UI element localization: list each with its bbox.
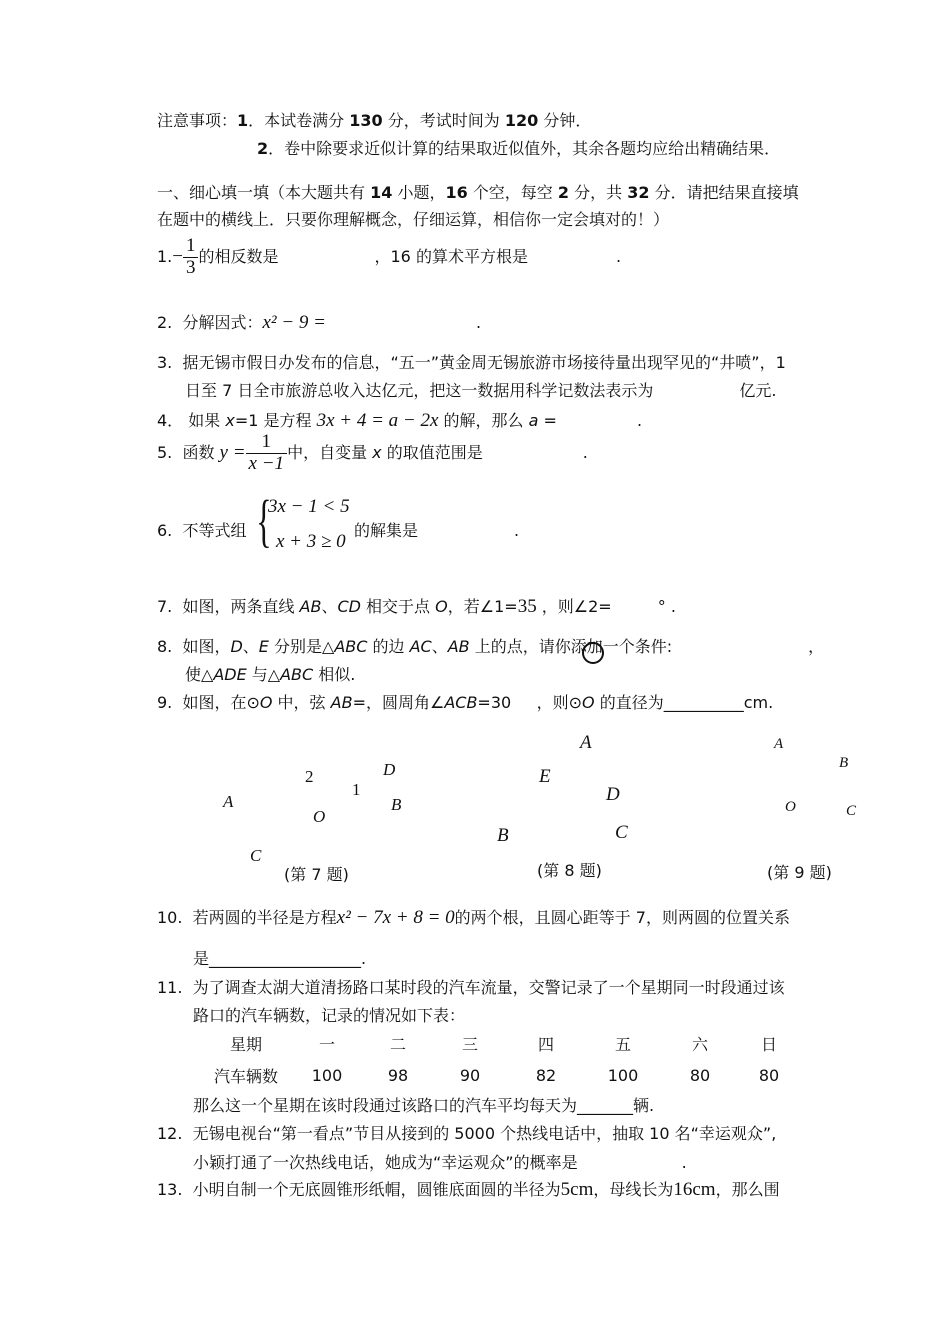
question-4: 4． 如果 x=1 是方程 3x + 4 = a − 2x 的解，那么 a = . [157, 410, 643, 431]
fig8-caption: (第 8 题) [537, 861, 602, 880]
table-cell: 三 [461, 1035, 478, 1054]
table-cell: 82 [535, 1065, 557, 1085]
fig7-label-a: A [223, 792, 234, 811]
question-3-line-1: 3. 据无锡市假日办发布的信息，“五一”黄金周无锡旅游市场接待量出现罕见的“井喷”，1 [157, 353, 786, 372]
question-9: 9. 如图，在⊙O 中，弦 AB=，圆周角∠ACB=30 ，则⊙O 的直径为__________cm. [157, 693, 774, 712]
notice-line-2: 2．卷中除要求近似计算的结果取近似值外，其余各题均应给出精确结果． [257, 139, 781, 158]
table-cell: 日 [760, 1035, 777, 1054]
question-2: 2. 分解因式：x² − 9 = . [157, 312, 482, 333]
question-5: 5. 函数 y = $\frac{1}{x -1}$ 中，自变量 x 的取值范围是 . [157, 431, 588, 474]
inequality-2: x + 3 ≥ 0 [276, 531, 346, 552]
fig7-label-c: C [250, 846, 262, 865]
question-8-line-2: 使△ADE 与△ABC 相似. [185, 665, 356, 684]
table-cell: 一 [318, 1035, 335, 1054]
table-cell: 100 [607, 1065, 639, 1085]
notice-line-1: 注意事项：1．本试卷满分 130 分，考试时间为 120 分钟． [157, 111, 592, 130]
fig7-label-b: B [391, 795, 402, 814]
answer-blank[interactable]: _______ [577, 1096, 634, 1115]
question-10-line-2: 是___________________. [193, 949, 367, 968]
notice-label: 注意事项： [157, 111, 238, 130]
question-1: 1.− $\frac{1}{3}$ 的相反数是 ，16 的算术平方根是 . [157, 235, 622, 278]
fig7-label-1: 1 [352, 780, 361, 799]
fig9-caption: (第 9 题) [767, 863, 832, 882]
question-3-line-2: 日至 7 日全市旅游总收入达亿元，把这一数据用科学记数法表示为 亿元. [185, 381, 777, 400]
fig7-label-d: D [383, 760, 396, 779]
inequality-1: 3x − 1 < 5 [268, 496, 350, 517]
fig8-label-e: E [539, 766, 551, 787]
table-cell: 四 [537, 1035, 554, 1054]
table-row [203, 1055, 801, 1087]
fig8-label-a: A [580, 732, 592, 753]
fig8-label-c: C [615, 822, 628, 843]
question-6-prefix: 6. 不等式组 [157, 521, 247, 540]
table-cell: 星期 [229, 1035, 262, 1054]
section-heading-line-2: 在题中的横线上．只要你理解概念，仔细运算，相信你一定会填对的！） [157, 210, 670, 229]
table-cell: 98 [387, 1065, 409, 1085]
question-12-line-2: 小颖打通了一次热线电话，她成为“幸运观众”的概率是 . [193, 1153, 687, 1172]
table-cell: 六 [691, 1035, 708, 1054]
table-cell: 汽车辆数 [213, 1066, 278, 1086]
fraction-one-third: $\frac{1}{3}$ [183, 236, 199, 279]
table-cell: 100 [311, 1065, 343, 1085]
question-10-line-1: 10. 若两圆的半径是方程x² − 7x + 8 = 0的两个根，且圆心距等于 7，则两圆的位置关系 [157, 907, 790, 928]
table-cell: 二 [389, 1035, 406, 1054]
question-11-line-3: 那么这一个星期在该时段通过该路口的汽车平均每天为_______辆. [193, 1096, 655, 1115]
table-cell: 五 [614, 1035, 631, 1054]
question-8-line-1: 8. 如图，D、E 分别是△ABC 的边 AC、AB 上的点，请你添加一个条件: ， [157, 637, 825, 656]
car-count-table [203, 1032, 801, 1087]
question-7: 7. 如图，两条直线 AB、CD 相交于点 O，若∠1=35 ，则∠2= ° . [157, 596, 676, 617]
fig8-label-d: D [606, 784, 620, 805]
answer-blank[interactable]: __________ [663, 693, 744, 712]
table-cell: 80 [758, 1065, 780, 1085]
left-brace: { [256, 488, 272, 553]
fig7-label-o: O [313, 807, 326, 826]
fig9-label-o: O [785, 799, 796, 815]
mouse-cursor-ring [582, 642, 604, 664]
question-11-line-2: 路口的汽车辆数，记录的情况如下表： [193, 1006, 466, 1025]
table-cell: 90 [459, 1065, 481, 1085]
table-header-row [203, 1032, 801, 1055]
question-11-line-1: 11. 为了调查太湖大道清扬路口某时段的汽车流量，交警记录了一个星期同一时段通过该 [157, 978, 785, 997]
fig7-label-2: 2 [305, 767, 314, 786]
fig7-caption: (第 7 题) [284, 865, 349, 884]
fig9-label-c: C [846, 803, 857, 819]
table-cell: 80 [689, 1065, 711, 1085]
fig9-label-b: B [839, 755, 849, 771]
question-12-line-1: 12. 无锡电视台“第一看点”节目从接到的 5000 个热线电话中，抽取 10 名“幸运观众”, [157, 1124, 777, 1143]
fig8-label-b: B [497, 825, 509, 846]
question-13: 13. 小明自制一个无底圆锥形纸帽，圆锥底面圆的半径为5cm，母线长为16cm，那么围 [157, 1179, 780, 1200]
question-6-suffix: 的解集是 . [354, 521, 520, 540]
fraction-one-over-x-minus-1: $\frac{1}{x -1}$ [246, 432, 288, 475]
section-heading-line-1: 一、细心填一填（本大题共有 14 小题，16 个空，每空 2 分，共 32 分．请把结果直接填 [157, 183, 799, 202]
fig9-label-a: A [774, 736, 784, 752]
